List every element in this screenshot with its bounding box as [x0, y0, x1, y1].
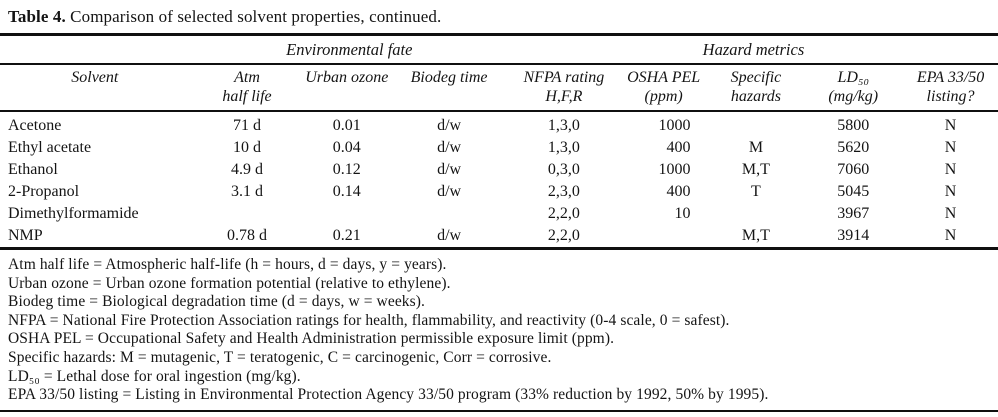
cell-urban-ozone: 0.01 — [332, 117, 361, 134]
column-header-ld50 — [803, 64, 903, 111]
cell-nfpa-rating: 1,3,0 — [547, 117, 580, 134]
cell-osha-pel: 400 — [666, 183, 691, 200]
column-header-nfpa-rating — [509, 64, 619, 111]
group-header-row — [0, 35, 998, 65]
table-caption-label: Table 4. — [8, 7, 66, 26]
column-header-solvent — [0, 64, 190, 111]
group-header-environmental-fate: Environmental fate — [190, 35, 509, 65]
cell-biodeg-time: d/w — [437, 117, 462, 134]
cell-specific-hazards: T — [751, 183, 761, 200]
cell-ld50: 5620 — [837, 139, 870, 156]
table-row-nmp — [0, 225, 998, 249]
group-header-empty — [0, 35, 190, 65]
column-header-epa-3350 — [903, 64, 998, 111]
cell-biodeg-time: d/w — [437, 139, 462, 156]
cell-specific-hazards — [709, 203, 804, 225]
solvent-properties-table — [0, 33, 998, 250]
cell-atm-half-life: 4.9 d — [230, 161, 263, 178]
footnote-urban-ozone: Urban ozone = Urban ozone formation potential (relative to ethylene). — [8, 274, 451, 292]
column-header-specific-hazards — [709, 64, 804, 111]
column-header-line2: H,F,R — [545, 88, 583, 105]
footnote-biodeg-time: Biodeg time = Biological degradation time (d = days, w = weeks). — [8, 293, 426, 311]
footnote-osha-pel: OSHA PEL = Occupational Safety and Health Administration permissible exposure limit (ppm). — [8, 330, 615, 348]
footnote-ld50: LD₅₀ = Lethal dose for oral ingestion (mg/kg). — [8, 367, 301, 385]
column-header-line2: (ppm) — [644, 88, 683, 105]
cell-atm-half-life: 0.78 d — [226, 227, 267, 244]
cell-urban-ozone: 0.12 — [332, 161, 361, 178]
cell-epa-listing: N — [944, 117, 957, 134]
column-header-line1: LD₅₀ — [837, 69, 870, 86]
table-row-dimethylformamide — [0, 203, 998, 225]
cell-solvent: Acetone — [8, 117, 62, 134]
cell-solvent: Ethanol — [8, 161, 58, 178]
cell-urban-ozone: 0.04 — [332, 139, 361, 156]
column-header-urban-ozone — [304, 64, 389, 111]
cell-specific-hazards: M,T — [741, 227, 770, 244]
cell-atm-half-life — [190, 203, 305, 225]
column-header-line1: Biodeg time — [410, 69, 488, 86]
cell-osha-pel: 1000 — [658, 117, 691, 134]
column-header-row — [0, 64, 998, 111]
footnote-atm-half-life: Atm half life = Atmospheric half-life (h = hours, d = days, y = years). — [8, 256, 447, 273]
table-caption-text: Comparison of selected solvent properties, continued. — [70, 7, 442, 26]
cell-ld50: 7060 — [837, 161, 870, 178]
column-header-biodeg-time — [389, 64, 509, 111]
cell-solvent: Dimethylformamide — [8, 205, 139, 222]
column-header-line1: Specific — [730, 69, 782, 86]
cell-nfpa-rating: 2,2,0 — [547, 205, 580, 222]
cell-osha-pel: 1000 — [658, 161, 691, 178]
cell-nfpa-rating: 1,3,0 — [547, 139, 580, 156]
column-header-line1: EPA 33/50 — [916, 69, 985, 86]
cell-nfpa-rating: 2,3,0 — [547, 183, 580, 200]
cell-urban-ozone — [304, 203, 389, 225]
cell-nfpa-rating: 2,2,0 — [547, 227, 580, 244]
column-header-line1: Urban ozone — [305, 69, 389, 86]
cell-epa-listing: N — [944, 183, 957, 200]
group-header-hazard-metrics: Hazard metrics — [509, 35, 998, 65]
cell-atm-half-life: 3.1 d — [230, 183, 263, 200]
cell-ld50: 5800 — [837, 117, 870, 134]
cell-epa-listing: N — [944, 161, 957, 178]
cell-nfpa-rating: 0,3,0 — [547, 161, 580, 178]
cell-solvent: 2-Propanol — [8, 183, 80, 200]
column-header-line2: listing? — [926, 88, 975, 105]
cell-epa-listing: N — [944, 227, 957, 244]
cell-osha-pel — [619, 225, 709, 249]
cell-ld50: 3914 — [837, 227, 870, 244]
cell-specific-hazards: M — [748, 139, 764, 156]
footnote-nfpa: NFPA = National Fire Protection Association ratings for health, flammability, and reactivity (0-4 scale, 0 = safest). — [8, 311, 730, 329]
table-caption — [0, 0, 998, 33]
footnote-specific-hazards: Specific hazards: M = mutagenic, T = teratogenic, C = carcinogenic, Corr = corrosive. — [8, 348, 552, 366]
cell-specific-hazards — [709, 111, 804, 137]
column-header-line1: Atm — [234, 69, 260, 86]
column-header-atm-half-life — [190, 64, 305, 111]
cell-solvent: Ethyl acetate — [8, 139, 92, 156]
cell-ld50: 3967 — [837, 205, 870, 222]
footnotes — [0, 250, 998, 412]
table-row-acetone — [0, 111, 998, 137]
cell-solvent: NMP — [8, 227, 43, 244]
column-header-line2: (mg/kg) — [828, 88, 879, 105]
cell-biodeg-time: d/w — [437, 161, 462, 178]
column-header-line1: Solvent — [71, 69, 119, 86]
cell-biodeg-time — [389, 203, 509, 225]
table-row-2-propanol — [0, 181, 998, 203]
column-header-osha-pel — [619, 64, 709, 111]
cell-osha-pel: 10 — [674, 205, 691, 222]
footnote-epa-3350: EPA 33/50 listing = Listing in Environmental Protection Agency 33/50 program (33% reduction by 1992, 50% by 1995). — [8, 386, 769, 404]
column-header-line2: half life — [222, 88, 272, 105]
cell-specific-hazards: M,T — [741, 161, 770, 178]
column-header-line1: OSHA PEL — [627, 69, 701, 86]
table-row-ethanol — [0, 159, 998, 181]
cell-atm-half-life: 71 d — [232, 117, 261, 134]
cell-ld50: 5045 — [837, 183, 870, 200]
table-row-ethyl-acetate — [0, 137, 998, 159]
cell-biodeg-time: d/w — [437, 183, 462, 200]
cell-atm-half-life: 10 d — [232, 139, 261, 156]
cell-osha-pel: 400 — [666, 139, 691, 156]
cell-epa-listing: N — [944, 205, 957, 222]
cell-epa-listing: N — [944, 139, 957, 156]
cell-biodeg-time: d/w — [437, 227, 462, 244]
column-header-line2: hazards — [730, 88, 781, 105]
column-header-line1: NFPA rating — [523, 69, 605, 86]
cell-urban-ozone: 0.14 — [332, 183, 361, 200]
cell-urban-ozone: 0.21 — [332, 227, 361, 244]
